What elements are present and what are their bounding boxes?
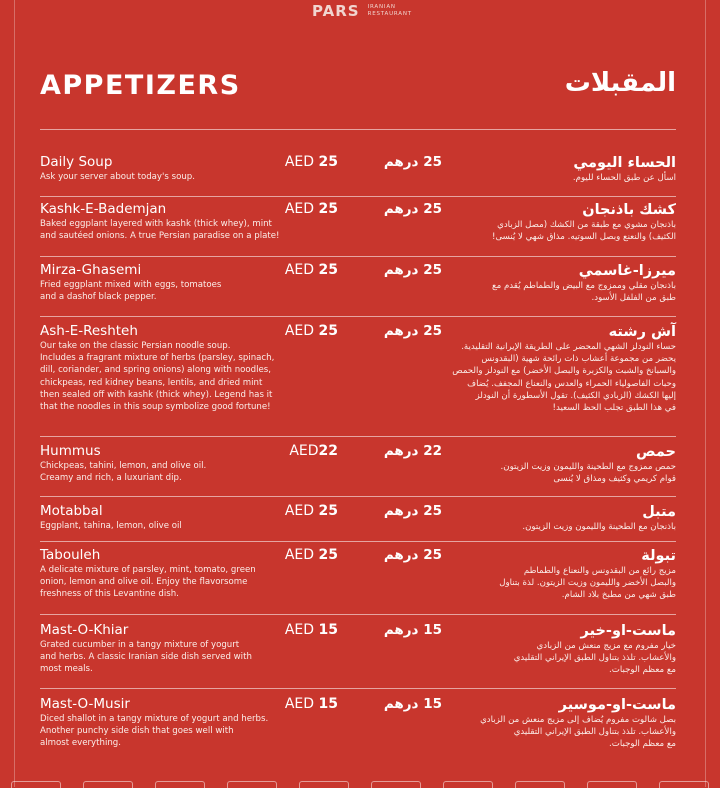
item-price-ar: 15 درهم: [383, 696, 442, 712]
item-desc-en: Eggplant, tahina, lemon, olive oil: [40, 521, 182, 531]
item-english-block: [40, 443, 290, 484]
price-value: 25: [318, 262, 338, 278]
price-currency: AED: [284, 154, 315, 170]
right-frame-line: [705, 0, 706, 787]
item-english-block: [40, 262, 290, 303]
left-frame-line: [14, 0, 15, 787]
price-value: 25: [318, 503, 338, 519]
item-desc-ar: باذنجان مقلي وممزوج مع البيض والطماطم يُقدم مع طبق من الفلفل الأسود.: [492, 281, 676, 304]
item-desc-en: Diced shallot in a tangy mixture of yogurt and herbs. Another punchy side dish that goes well with almost everything.: [40, 714, 269, 749]
item-price-ar: 15 درهم: [383, 622, 442, 638]
item-price-ar: 25 درهم: [383, 323, 442, 339]
price-currency: AED: [284, 262, 315, 278]
item-desc-en: Chickpeas, tahini, lemon, and olive oil. Creamy and rich, a luxuriant dip.: [40, 461, 207, 484]
item-price-ar: 25 درهم: [383, 201, 442, 217]
item-name-en: Motabbal: [40, 503, 103, 519]
item-price-ar: 25 درهم: [383, 262, 442, 278]
item-name-en: Kashk-E-Bademjan: [40, 201, 167, 217]
price-value: 15: [318, 696, 338, 712]
item-name-ar: ماست-او-موسير: [558, 697, 676, 713]
logo-sub-line-1: IRANIAN: [367, 4, 396, 10]
item-divider: [40, 256, 676, 257]
item-arabic-block: [436, 622, 676, 677]
section-title-en: APPETIZERS: [40, 70, 241, 101]
price-currency: AED: [284, 696, 315, 712]
item-divider: [40, 688, 676, 689]
item-english-block: [40, 622, 290, 676]
item-divider: [40, 496, 676, 497]
item-divider: [40, 316, 676, 317]
price-currency: AED: [284, 503, 315, 519]
price-currency: AED: [284, 547, 315, 563]
item-name-ar: تبولة: [641, 548, 676, 564]
item-desc-en: Baked eggplant layered with kashk (thick whey), mint and sautéed onions. A true Persian paradise on a plate!: [40, 219, 280, 242]
item-price-en: [276, 622, 338, 639]
price-value: 25: [318, 154, 338, 170]
item-divider: [40, 541, 676, 542]
item-desc-en: A delicate mixture of parsley, mint, tomato, green onion, lemon and olive oil. Enjoy the flavorsome freshness of this Levantine dish.: [40, 565, 256, 600]
price-currency: AED: [289, 443, 319, 459]
item-arabic-block: [436, 154, 676, 184]
item-desc-en: Grated cucumber in a tangy mixture of yogurt and herbs. A classic Iranian side dish served with most meals.: [40, 640, 252, 675]
item-english-block: [40, 547, 290, 601]
price-currency: AED: [284, 323, 315, 339]
item-desc-ar: باذنجان مع الطحينة والليمون وزيت الزيتون.: [522, 522, 676, 532]
item-desc-ar: مزيج رائع من البقدونس والنعناع والطماطم والبصل الأخضر والليمون وزيت الزيتون. لذة بتناول طبق شهي من مطبخ بلاد الشام.: [499, 566, 676, 601]
item-name-en: Tabouleh: [40, 547, 101, 563]
logo-subtitle: [368, 4, 412, 18]
item-price-en: [276, 154, 338, 171]
item-divider: [40, 196, 676, 197]
price-value: 22: [318, 443, 338, 459]
item-desc-en: Our take on the classic Persian noodle soup. Includes a fragrant mixture of herbs (parsley, spinach, dill, coriander, and spring onions) along with noodles, chickpeas, red kidney beans, lentils, and dried mint then sealed off with kashk (thick whey). Legend has it that the noodles in this soup symbolize good fortune!: [40, 341, 275, 413]
item-name-en: Ash-E-Reshteh: [40, 323, 138, 339]
item-desc-en: Fried eggplant mixed with eggs, tomatoes and a dashof black pepper.: [40, 280, 222, 303]
item-name-ar: آش رشته: [608, 324, 676, 340]
item-arabic-block: [436, 696, 676, 751]
item-desc-ar: خيار مفروم مع مزيج منعش من الزبادي والأعشاب. تلذذ بتناول الطبق الإيراني التقليدي مع معظم الوجبات.: [513, 641, 676, 676]
logo-sub-line-2: RESTAURANT: [367, 11, 412, 17]
item-price-ar: 25 درهم: [383, 154, 442, 170]
item-divider: [40, 614, 676, 615]
item-name-ar: ماست-او-خير: [580, 623, 676, 639]
item-name-ar: ميرزا-غاسمي: [578, 263, 676, 279]
item-name-ar: كشك باذنجان: [582, 202, 676, 218]
item-name-en: Mirza-Ghasemi: [40, 262, 142, 278]
item-price-ar: 25 درهم: [383, 503, 442, 519]
item-english-block: [40, 201, 290, 242]
item-name-ar: حمص: [636, 444, 676, 460]
item-price-en: [276, 323, 338, 340]
item-price-en: [276, 201, 338, 218]
item-name-en: Daily Soup: [40, 154, 113, 170]
price-value: 25: [318, 547, 338, 563]
item-english-block: [40, 503, 290, 532]
item-arabic-block: [436, 547, 676, 602]
item-divider: [40, 436, 676, 437]
item-desc-ar: اسأل عن طبق الحساء لليوم.: [572, 173, 676, 183]
item-desc-ar: بصل شالوت مفروم يُضاف إلى مزيج منعش من الزبادي والأعشاب. تلذذ بتناول الطبق الإيراني التقليدي مع معظم الوجبات.: [480, 715, 676, 750]
item-arabic-block: [436, 262, 676, 304]
item-name-en: Mast-O-Khiar: [40, 622, 129, 638]
item-name-en: Mast-O-Musir: [40, 696, 130, 712]
item-price-en: [276, 503, 338, 520]
item-name-ar: متبل: [642, 504, 676, 520]
item-desc-en: Ask your server about today's soup.: [40, 172, 195, 182]
price-currency: AED: [284, 622, 315, 638]
item-arabic-block: [436, 201, 676, 243]
item-english-block: [40, 696, 290, 750]
item-name-en: Hummus: [40, 443, 101, 459]
price-currency: AED: [284, 201, 315, 217]
item-price-ar: 25 درهم: [383, 547, 442, 563]
section-divider: [40, 129, 676, 130]
logo-name: PARS: [312, 2, 360, 20]
price-value: 15: [318, 622, 338, 638]
item-price-en: [276, 262, 338, 279]
item-arabic-block: [436, 323, 676, 414]
price-value: 25: [318, 323, 338, 339]
item-arabic-block: [436, 443, 676, 485]
item-price-en: [276, 547, 338, 564]
item-arabic-block: [436, 503, 676, 533]
price-value: 25: [318, 201, 338, 217]
item-english-block: [40, 323, 290, 413]
item-english-block: [40, 154, 290, 183]
item-desc-ar: حمص ممزوج مع الطحينة والليمون وزيت الزيتون. قوام كريمي وكثيف ومذاق لا يُنسى: [500, 462, 676, 485]
item-desc-ar: باذنجان مشوي مع طبقة من الكشك (مصل الزبادي الكثيف) والنعنع وبصل السوتيه. مذاق شهي لا يُنسى!: [492, 220, 676, 243]
section-title-ar: المقبلات: [564, 68, 676, 98]
item-price-en: [276, 696, 338, 713]
item-desc-ar: حساء النودلز الشهي المحضر على الطريقة الإيرانية التقليدية. يحضر من مجموعة أعشاب ذات رائحة شهية (البقدونس والسبانخ والشبت والكزبرة والبصل الأخضر) مع النودلز والحمص وحبات الفاصولياء الحمراء والعدس والنعناع المجفف. يُضاف إليها الكشك (الزبادي الكثيف). تقول الأسطورة أن النودلز في هذا الطبق تجلب الحظ السعيد!: [452, 342, 676, 414]
item-price-en: [276, 443, 338, 460]
bottom-decoration: [0, 781, 720, 787]
restaurant-logo: [312, 2, 412, 20]
item-price-ar: 22 درهم: [383, 443, 442, 459]
item-name-ar: الحساء اليومي: [573, 155, 676, 171]
